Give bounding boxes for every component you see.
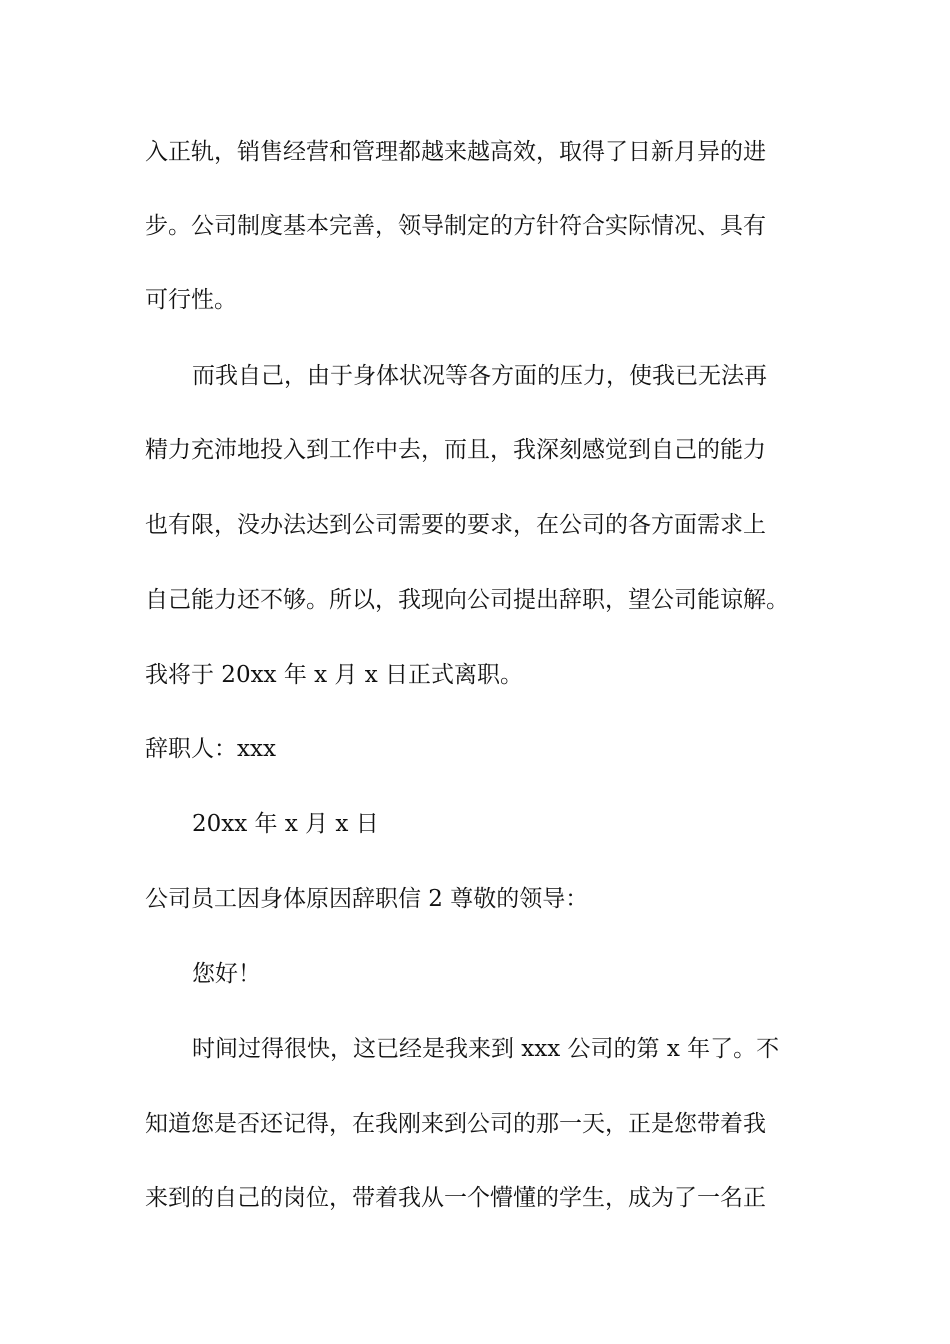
paragraph-line: 知道您是否还记得，在我刚来到公司的那一天，正是您带着我	[145, 1111, 766, 1137]
paragraph-line: 精力充沛地投入到工作中去，而且，我深刻感觉到自己的能力	[145, 437, 766, 463]
paragraph-line: 也有限，没办法达到公司需要的要求，在公司的各方面需求上	[145, 512, 766, 538]
letter-heading: 公司员工因身体原因辞职信 2 尊敬的领导：	[145, 886, 589, 912]
signatory-line: 辞职人：xxx	[145, 736, 276, 762]
paragraph-line: 自己能力还不够。所以，我现向公司提出辞职，望公司能谅解。	[145, 587, 789, 613]
paragraph-line: 时间过得很快，这已经是我来到 xxx 公司的第 x 年了。不	[192, 1036, 780, 1062]
paragraph-line: 而我自己，由于身体状况等各方面的压力，使我已无法再	[192, 363, 767, 389]
paragraph-line: 步。公司制度基本完善，领导制定的方针符合实际情况、具有	[145, 213, 766, 239]
paragraph-line: 入正轨，销售经营和管理都越来越高效，取得了日新月异的进	[145, 139, 766, 165]
paragraph-line: 来到的自己的岗位，带着我从一个懵懂的学生，成为了一名正	[145, 1185, 766, 1211]
paragraph-line: 我将于 20xx 年 x 月 x 日正式离职。	[145, 662, 524, 688]
greeting-line: 您好！	[192, 961, 261, 987]
paragraph-line: 可行性。	[145, 287, 237, 313]
date-line: 20xx 年 x 月 x 日	[192, 811, 379, 837]
